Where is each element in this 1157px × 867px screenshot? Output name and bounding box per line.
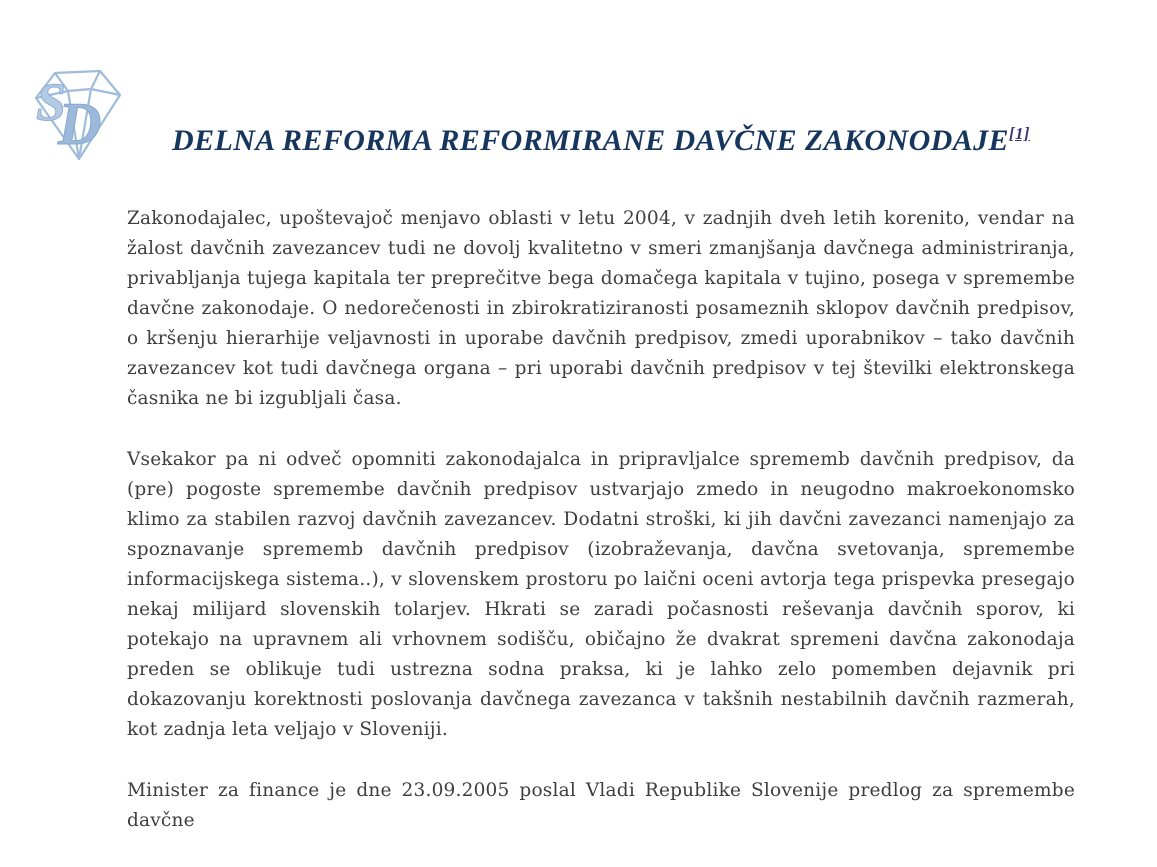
document-body bbox=[127, 204, 1075, 867]
paragraph-1: Zakonodajalec, upoštevajoč menjavo oblasti v letu 2004, v zadnjih dveh letih korenito, vendar na žalost davčnih zavezancev tudi ne dovolj kvalitetno v smeri zmanjšanja davčnega administriranja, privabljanja tujega kapitala ter preprečitve bega domačega kapitala v tujino, posega v spremembe davčne zakonodaje. O nedorečenosti in zbirokratiziranosti posameznih sklopov davčnih predpisov, o kršenju hierarhije veljavnosti in uporabe davčnih predpisov, zmedi uporabnikov – tako davčnih zavezancev kot tudi davčnega organa – pri uporabi davčnih predpisov v tej številki elektronskega časnika ne bi izgubljali časa. bbox=[127, 208, 1075, 409]
footnote-ref-link[interactable]: [1] bbox=[1008, 124, 1030, 143]
paragraph-2: Vsekakor pa ni odveč opomniti zakonodajalca in pripravljalce sprememb davčnih predpisov, da (pre) pogoste spremembe davčnih predpisov ustvarjajo zmedo in neugodno makroekonomsko klimo za stabilen razvoj davčnih zavezancev. Dodatni stroški, ki jih davčni zavezanci namenjajo za spoznavanje sprememb davčnih predpisov (izobraževanja, davčna svetovanja, spremembe informacijskega sistema..), v slovenskem prostoru po laični oceni avtorja tega prispevka presegajo nekaj milijard slovenskih tolarjev. Hkrati se zaradi počasnosti reševanja davčnih sporov, ki potekajo na upravnem ali vrhovnem sodišču, običajno že dvakrat spremeni davčna zakonodaja preden se oblikuje tudi ustrezna sodna praksa, ki je lahko zelo pomemben dejavnik pri dokazovanju korektnosti poslovanja davčnega zavezanca v takšnih nestabilnih davčnih razmerah, kot zadnja leta veljajo v Sloveniji. bbox=[127, 449, 1075, 740]
diamond-gem-icon bbox=[28, 60, 126, 164]
svg-text:D: D bbox=[58, 91, 102, 157]
document-title bbox=[127, 124, 1075, 158]
title-text: DELNA REFORMA REFORMIRANE DAVČNE ZAKONODAJE bbox=[172, 124, 1009, 157]
paragraph-3: Minister za finance je dne 23.09.2005 poslal Vladi Republike Slovenije predlog za spremembe davčne bbox=[127, 780, 1075, 831]
sd-diamond-logo bbox=[28, 60, 126, 164]
svg-text:S: S bbox=[36, 72, 67, 132]
